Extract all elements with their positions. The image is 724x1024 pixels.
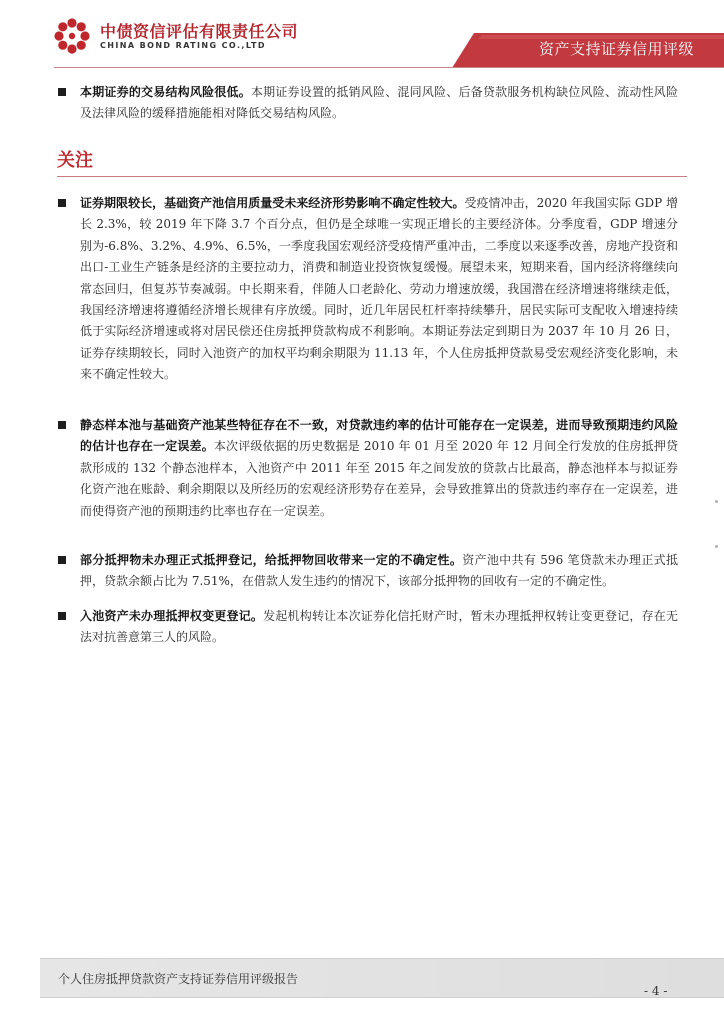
bullet-heading: 静态样本池与基础资产池某些特征存在不一致，对贷款违约率的估计可能存在一定误差，进而导致预期违约风险的估计也存在一定误差。 xyxy=(80,418,678,454)
trading-structure-bullet xyxy=(58,82,678,125)
bullet-text: 发起机构转让本次证券化信托财产时，暂未办理抵押权转让变更登记，存在无法对抗善意第三人的风险。 xyxy=(80,609,678,645)
bullet-text: 受疫情冲击，2020 年我国实际 GDP 增长 2.3%，较 2019 年下降 3.7 个百分点，但仍是全球唯一实现正增长的主要经济体。分季度看，GDP 增速分别为-6.8%、3.2%、4.9%、6.5%，一季度我国宏观经济受疫情严重冲击，二季度以来逐季改善，房地产投资和出口-工业生产链条是经济的主要拉动力，消费和制造业投资恢复缓慢。展望未来，短期来看，国内经济将继续向常态回归，但复苏节奏减弱。中长期来看，伴随人口老龄化、劳动力增速放缓，我国潜在经济增速将继续走低，我国经济增速将遵循经济增长规律有序放缓。同时，近几年居民杠杆率持续攀升，居民实际可支配收入增速持续低于实际经济增速或将对居民偿还住房抵押贷款构成不利影响。本期证券法定到期日为 2037 年 10 月 26 日，证券存续期较长，同时入池资产的加权平均剩余期限为 11.13 年，个人住房抵押贷款易受宏观经济变化影响，未来不确定性较大。 xyxy=(80,196,678,382)
bullet-text: 资产池中共有 596 笔贷款未办理正式抵押，贷款余额占比为 7.51%，在借款人发生违约的情况下，该部分抵押物的回收有一定的不确定性。 xyxy=(80,553,678,589)
bullet-square-icon xyxy=(58,421,66,429)
concern-item-mortgage-transfer xyxy=(58,606,678,649)
company-name-en: CHINA BOND RATING CO.,LTD xyxy=(100,41,266,50)
bullet-heading: 部分抵押物未办理正式抵押登记，给抵押物回收带来一定的不确定性。 xyxy=(80,553,463,567)
bullet-square-icon xyxy=(58,199,66,207)
concern-item-static-pool xyxy=(58,415,678,522)
page-header xyxy=(0,0,724,68)
bullet-square-icon xyxy=(58,556,66,564)
bullet-text: 本期证券设置的抵销风险、混同风险、后备贷款服务机构缺位风险、流动性风险及法律风险的缓释措施能相对降低交易结构风险。 xyxy=(80,85,678,121)
report-category-title: 资产支持证券信用评级 xyxy=(538,40,694,58)
concern-item-collateral-registration xyxy=(58,550,678,593)
scan-artifact xyxy=(715,500,718,503)
company-logo-icon xyxy=(54,18,90,54)
scan-artifact xyxy=(715,545,718,548)
company-name-cn: 中债资信评估有限责任公司 xyxy=(100,22,299,41)
bullet-square-icon xyxy=(58,612,66,620)
bullet-text: 本次评级依据的历史数据是 2010 年 01 月至 2020 年 12 月间全行发放的住房抵押贷款形成的 132 个静态池样本，入池资产中 2011 年至 2015 年之间发放的贷款占比最高，静态池样本与拟证券化资产池在账龄、剩余期限以及所经历的宏观经济形势存在差异，会导致推算出的贷款违约率存在一定误差，进而使得资产池的预期违约比率也存在一定误差。 xyxy=(80,439,678,518)
bullet-heading: 本期证券的交易结构风险很低。 xyxy=(80,85,251,99)
section-divider xyxy=(57,176,687,177)
header-divider xyxy=(54,67,724,68)
bullet-heading: 入池资产未办理抵押权变更登记。 xyxy=(80,609,264,623)
concern-item-term-risk xyxy=(58,193,678,386)
bullet-heading: 证券期限较长，基础资产池信用质量受未来经济形势影响不确定性较大。 xyxy=(80,196,465,210)
bullet-square-icon xyxy=(58,88,66,96)
footer-report-title: 个人住房抵押贷款资产支持证券信用评级报告 xyxy=(58,972,299,986)
page-number: - 4 - xyxy=(644,984,668,998)
section-title: 关注 xyxy=(57,150,93,171)
